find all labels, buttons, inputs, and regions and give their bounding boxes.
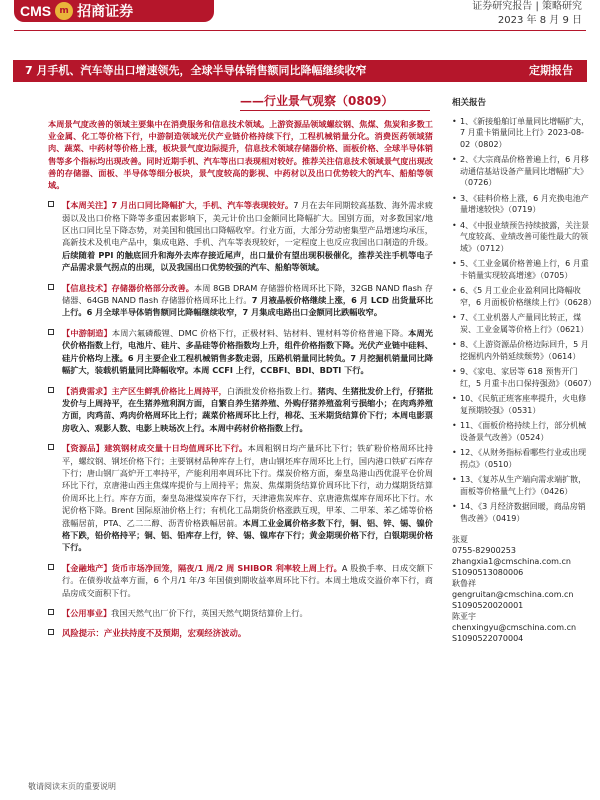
bullet-dot-icon: • (452, 421, 457, 430)
related-report-text: 2、《大宗商品价格普遍上行，6 月移动通信基站设备产量同比增幅扩大》（0726） (460, 155, 589, 187)
related-report-text: 5、《工业金属价格普遍上行，6 月重卡销量实现较高增速》（0705） (460, 259, 589, 280)
bullet-dot-icon: • (452, 394, 457, 403)
related-report-item[interactable] (452, 285, 596, 308)
section-block (48, 282, 433, 319)
section-tag: 【消费需求】 (62, 385, 112, 396)
related-report-text: 12、《从财务指标看哪些行业或出现拐点》（0510） (460, 448, 587, 469)
bullet-dot-icon: • (452, 286, 457, 295)
related-report-text: 7、《工业机器人产量同比转正，煤炭、工业金属等价格上行》（0621） (460, 313, 589, 334)
report-type: 证券研究报告 | 策略研究 (472, 1, 582, 12)
related-report-item[interactable] (452, 258, 592, 281)
section-body: A 股换手率、日成交额下行。在债券收益率方面，6 个月/1 年/3 年国债到期收益率周环比下行。本周土地成交溢价率下行，商品房成交面积下行。 (62, 562, 433, 598)
contact-license: S1090513080006 (452, 568, 524, 577)
related-report-text: 4、《中报业绩预告持续披露，关注景气度较高、业绩改善可能性最大的领域》（0712） (460, 220, 590, 253)
related-report-text: 11、《面板价格持续上行，部分机械设备景气改善》（0524） (460, 421, 587, 442)
bullet-dot-icon: • (452, 193, 457, 203)
bullet-square-icon (48, 444, 54, 450)
section-body: 白酒批发价格指数上行。 (226, 385, 318, 396)
contact-email[interactable]: gengruitan@cmschina.com.cn (452, 590, 574, 599)
bullet-dot-icon: • (452, 448, 457, 457)
company-logo (14, 0, 214, 22)
section-block (48, 607, 433, 619)
section-body: 本周六氟磷酸锂、DMC 价格下行，正极材料、钴材料、锂材料等价格普遍下降。 (111, 327, 409, 338)
related-report-item[interactable] (452, 312, 592, 335)
section-block (48, 442, 433, 554)
section-block (48, 327, 433, 377)
related-report-text: 10、《民航正班客座率提升，火电修复预期较强》（0531） (460, 394, 587, 415)
section-body: 7 月在去年同期较高基数、海外需求疲弱以及出口价格下降等多重因素影响下，美元计价出口金额同比降幅扩大。国别方面，对多数国家/地区出口同比呈下降态势，对美国和俄国出口降幅收窄。行业方面，大部分劳动密集型产品增速均承压，高新技术及机电产品中，集成电路、手机、汽车等表现较好，一定程度上也反应我国出口制造的升级。 (62, 200, 433, 248)
related-report-item[interactable] (452, 420, 592, 443)
bullet-dot-icon: • (452, 259, 457, 268)
contact-email[interactable]: chenxingyu@cmschina.com.cn (452, 623, 577, 632)
report-date: 2023 年 8 月 9 日 (497, 15, 582, 26)
risk-text: 风险提示：产业扶持度不及预期，宏观经济波动。 (62, 628, 247, 639)
footer-note: 敬请阅读末页的重要说明 (28, 782, 116, 791)
related-report-text: 6、《5 月工业企业盈利同比降幅收窄，6 月面板价格继续上行》（0628） (460, 286, 596, 307)
header-divider (14, 30, 586, 31)
related-report-item[interactable] (452, 116, 592, 151)
related-report-item[interactable] (452, 154, 592, 189)
related-report-item[interactable] (452, 501, 592, 524)
header-meta (472, 0, 582, 28)
section-body: 本周 8GB DRAM 存储器价格周环比下降，32GB NAND flash 存储器、64GB NAND flash 存储器价格周环比上行。 (62, 282, 433, 306)
risk-warning (48, 627, 433, 639)
section-tag: 【中游制造】 (62, 327, 112, 338)
section-lead: 7 月出口同比降幅扩大，手机、汽车等表现较好。 (111, 200, 294, 211)
bullet-dot-icon: • (452, 116, 457, 126)
logo-emblem-icon: m (55, 2, 73, 20)
section-block (48, 562, 433, 599)
bullet-dot-icon: • (452, 340, 457, 349)
report-subtitle: ——行业景气观察（0809） (240, 94, 394, 108)
section-tag: 【金融地产】 (62, 562, 112, 573)
section-tail: 猪肉、生猪批发价上行，仔猪批发价与上周持平，在生猪养殖利润方面，自繁自养生猪养殖、外购仔猪养殖盈利亏损缩小；在肉鸡养殖方面，肉鸡苗、鸡肉价格周环比上行；蔬菜价格周环比上行，棉花、玉米期货结算价下行；本周电影票房收入、观影人数、电影上映场次上行。本周中药材价格指数上行。 (62, 385, 433, 433)
section-lead: 存储器价格部分改善。 (111, 282, 194, 293)
section-lead: 主产区生鲜乳价格比上周持平， (111, 385, 227, 396)
bullet-dot-icon: • (452, 502, 457, 511)
related-report-item[interactable] (452, 447, 592, 470)
section-block (48, 385, 433, 435)
related-report-item[interactable] (452, 474, 592, 497)
bullet-square-icon (48, 201, 54, 207)
related-report-text: 14、《3 月经济数据回暖，商品房销售改善》（0419） (460, 502, 586, 523)
report-header (0, 0, 600, 40)
contact-name: 陈亚宇 (452, 612, 476, 621)
bullet-dot-icon: • (452, 367, 457, 376)
related-report-item[interactable] (452, 366, 596, 389)
report-title: 7 月手机、汽车等出口增速领先，全球半导体销售额同比降幅继续收窄 (13, 60, 527, 82)
related-reports-title: 相关报告 (452, 98, 487, 108)
related-report-text: 8、《上游资源品价格边际回升，5 月挖掘机内外销延续颓势》（0614） (460, 340, 589, 361)
bullet-square-icon (48, 329, 54, 335)
related-report-item[interactable] (452, 393, 592, 416)
sidebar (452, 98, 596, 644)
bullet-square-icon (48, 629, 54, 635)
report-category: 定期报告 (515, 60, 587, 82)
contact-license: S1090520020001 (452, 601, 524, 610)
bullet-square-icon (48, 609, 54, 615)
section-tail: 后续随着 PPI 的触底回升和海外去库存接近尾声，出口量价有望出现积极催化，推荐关注手机等电子产品需求景气拐点的出现，以及我国出口优势较强的汽车、船舶等领域。 (62, 249, 433, 273)
contact-name: 张夏 (452, 535, 468, 544)
section-tag: 【本周关注】 (62, 200, 112, 211)
related-report-text: 9、《家电、家居等 618 预售开门红，5 月重卡出口保持强劲》（0607） (460, 367, 596, 388)
related-report-item[interactable] (452, 339, 592, 362)
section-body: 我国天然气出厂价下行，英国天然气期货结算价上行。 (111, 608, 308, 618)
related-report-text: 1、《新接船舶订单量同比增幅扩大，7 月重卡销量同比上行》2023-08-02（0802） (460, 116, 590, 149)
bullet-square-icon (48, 387, 54, 393)
related-report-item[interactable] (452, 193, 592, 216)
analyst-contacts (452, 534, 592, 644)
logo-company-name: 招商证券 (77, 4, 134, 20)
bullet-dot-icon: • (452, 155, 457, 164)
section-block (48, 199, 433, 273)
subtitle-underline (240, 110, 430, 111)
section-lead: 货币市场净回笼，隔夜/1 周/2 周 SHIBOR 利率较上周上行。 (111, 562, 342, 573)
related-report-text: 3、《硅料价格上涨，6 月充换电池产量增速较快》（0719） (460, 193, 589, 214)
summary-paragraph: 本周景气度改善的领域主要集中在消费服务和信息技术领域。上游资源品领域螺纹钢、焦煤、焦炭和多数工业金属、化工等价格下行，中游制造领域光伏产业链价格持续下行，工程机械销量分化。消费医药领域猪肉、蔬菜、中药材等价格上涨，板块景气度边际提升，信息技术领域存储器价格、面板价格、全球半导体销售等多个指标均出现改善。同时近期手机、汽车等出口表现相对较好。推荐关注信息技术领域景气度出现改善的存储器、面板、半导体等细分板块，景气度较高的影视、中药材以及出口优势较大的汽车、船舶等领域。 (48, 119, 433, 191)
bullet-dot-icon: • (452, 220, 457, 230)
related-report-text: 13、《复苏从生产端向需求端扩散，面板等价格量气上行》（0426） (460, 475, 587, 496)
bullet-square-icon (48, 564, 54, 570)
section-tail: 本周光伏价格指数上行，电池片、硅片、多晶硅等价格指数均上升，组件价格指数下降。光伏产业链中硅料、硅片价格均上涨。6 月主要企业工程机械销售多数走弱，压路机销量同比转负。7 月挖掘机销量同比降幅扩大，装载机销量同比降幅收窄。本周 CCFI 上行，CCBFI、BDI、BDTI 下行。 (62, 327, 433, 376)
contact-license: S1090522070004 (452, 634, 524, 643)
section-tail: 本周工业金属价格多数下行，铜、铝、锌、锡、镍价格下跌，铅价格持平；铜、铝、铅库存上行，锌、锡、镍库存下行；黄金期现价格下行，白银期现价格下行。 (62, 517, 433, 553)
section-tag: 【资源品】 (62, 443, 105, 454)
contact-name: 耿鲁祥 (452, 579, 476, 588)
bullet-square-icon (48, 284, 54, 290)
bullet-dot-icon: • (452, 475, 457, 484)
section-tail: 7 月液晶板价格继续上涨，6 月 LCD 出货量环比上行。6 月全球半导体销售额同比降幅继续收窄，7 月集成电路出口金额同比跌幅收窄。 (62, 295, 433, 318)
section-tag: 【信息技术】 (62, 282, 112, 293)
section-lead: 建筑钢材成交量十日均值周环比下行。 (104, 443, 248, 454)
related-report-item[interactable] (452, 220, 592, 255)
logo-cms-text: CMS (20, 3, 52, 19)
section-tag: 【公用事业】 (62, 608, 112, 618)
contact-phone: 0755-82900253 (452, 546, 516, 555)
main-content (48, 118, 433, 639)
section-body: 本周粗钢日均产量环比下行；铁矿粉价格周环比持平，螺纹钢、钢坯价格下行；主要钢材品种库存上行，唐山钢坯库存周环比上行，国内港口铁矿石库存下行；唐山钢厂高炉开工率持平，产能利用率周环比下行。煤炭价格方面，秦皇岛港山西优混平仓价周环比下行，京唐港山西主焦煤库提价与上周持平；焦炭、焦煤期货结算价周环比下行，动力煤期货结算价周环比上行。库存方面，秦皇岛港煤炭库存下行，天津港焦炭库存、京唐港焦煤库存周环比下行。水泥价格下降。Brent 国际原油价格上行；有机化工品期货价格涨跌互现，甲苯、二甲苯、苯乙烯等价格涨幅居前，PTA、乙二二醇、沥青价格跌幅居前。 (62, 443, 433, 528)
contact-email[interactable]: zhangxia1@cmschina.com.cn (452, 557, 571, 566)
bullet-dot-icon: • (452, 313, 457, 322)
